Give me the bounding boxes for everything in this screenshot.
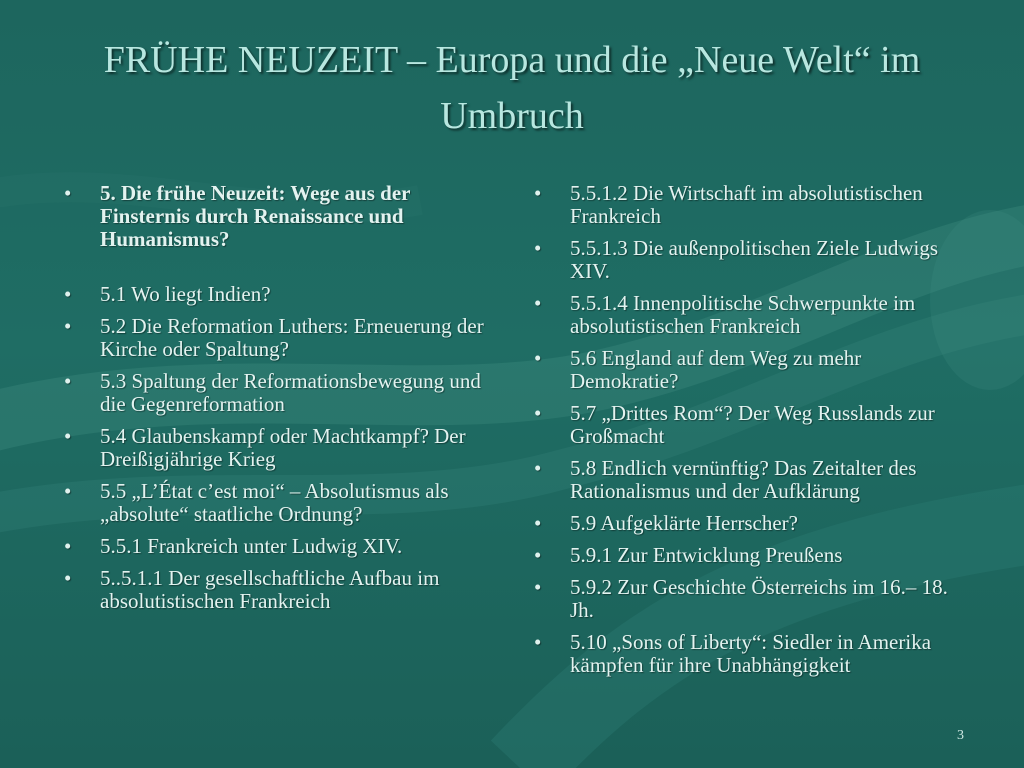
list-item [534,512,974,535]
list-item-text: 5.10 „Sons of Liberty“: Siedler in Amerika kämpfen für ihre Unabhängigkeit [570,630,932,677]
list-item-text: 5.9.2 Zur Geschichte Österreichs im 16.– 18. Jh. [570,575,948,622]
page-number: 3 [957,728,964,743]
left-bullet-list [64,182,504,622]
list-item [534,457,974,503]
bullet-icon: • [64,181,72,205]
list-item-text: 5..5.1.1 Der gesellschaftliche Aufbau im absolutistischen Frankreich [100,566,440,613]
list-item [64,182,504,251]
list-item-text: 5.3 Spaltung der Reformationsbewegung und die Gegenreformation [100,369,481,416]
bullet-icon: • [64,566,72,590]
list-item [534,631,974,677]
right-bullet-list [534,182,974,686]
list-item [64,480,504,526]
bullet-icon: • [534,401,542,425]
list-item-text: 5.5.1.3 Die außenpolitischen Ziele Ludwigs XIV. [570,236,939,283]
bullet-icon: • [534,630,542,654]
list-item [534,292,974,338]
bullet-icon: • [534,543,542,567]
list-item-text: 5.9 Aufgeklärte Herrscher? [570,511,798,535]
list-item-text: 5.5.1 Frankreich unter Ludwig XIV. [100,534,403,558]
list-item-text: 5.5.1.2 Die Wirtschaft im absolutistischen Frankreich [570,181,923,228]
list-item-text: 5.2 Die Reformation Luthers: Erneuerung der Kirche oder Spaltung? [100,314,484,361]
bullet-icon: • [534,291,542,315]
list-item-text: 5.5.1.4 Innenpolitische Schwerpunkte im absolutistischen Frankreich [570,291,916,338]
list-item [534,347,974,393]
bullet-icon: • [534,346,542,370]
bullet-icon: • [534,236,542,260]
bullet-icon: • [534,456,542,480]
bullet-icon: • [64,534,72,558]
list-item-text: 5.8 Endlich vernünftig? Das Zeitalter des Rationalismus und der Aufklärung [570,456,917,503]
list-item-text: 5.5 „L’État c’est moi“ – Absolutismus als „absolute“ staatliche Ordnung? [100,479,449,526]
list-item [64,425,504,471]
list-item [64,370,504,416]
bullet-icon: • [534,181,542,205]
list-item-text: 5. Die frühe Neuzeit: Wege aus der Finsternis durch Renaissance und Humanismus? [100,181,411,251]
list-item-text: 5.6 England auf dem Weg zu mehr Demokratie? [570,346,862,393]
list-item [534,237,974,283]
list-item [64,315,504,361]
list-item-text: 5.4 Glaubenskampf oder Machtkampf? Der Dreißigjährige Krieg [100,424,466,471]
bullet-icon: • [534,575,542,599]
bullet-icon: • [64,424,72,448]
list-item [64,283,504,306]
bullet-icon: • [64,369,72,393]
bullet-icon: • [64,314,72,338]
list-item-text: 5.9.1 Zur Entwicklung Preußens [570,543,843,567]
list-item [534,402,974,448]
bullet-icon: • [64,479,72,503]
list-item [64,567,504,613]
list-item-text: 5.1 Wo liegt Indien? [100,282,271,306]
slide-title: FRÜHE NEUZEIT – Europa und die „Neue Welt“ im Umbruch [103,39,921,137]
list-item [534,544,974,567]
list-item [534,182,974,228]
list-item-text: 5.7 „Drittes Rom“? Der Weg Russlands zur Großmacht [570,401,935,448]
bullet-icon: • [64,282,72,306]
list-item [64,535,504,558]
list-item [534,576,974,622]
bullet-icon: • [534,511,542,535]
